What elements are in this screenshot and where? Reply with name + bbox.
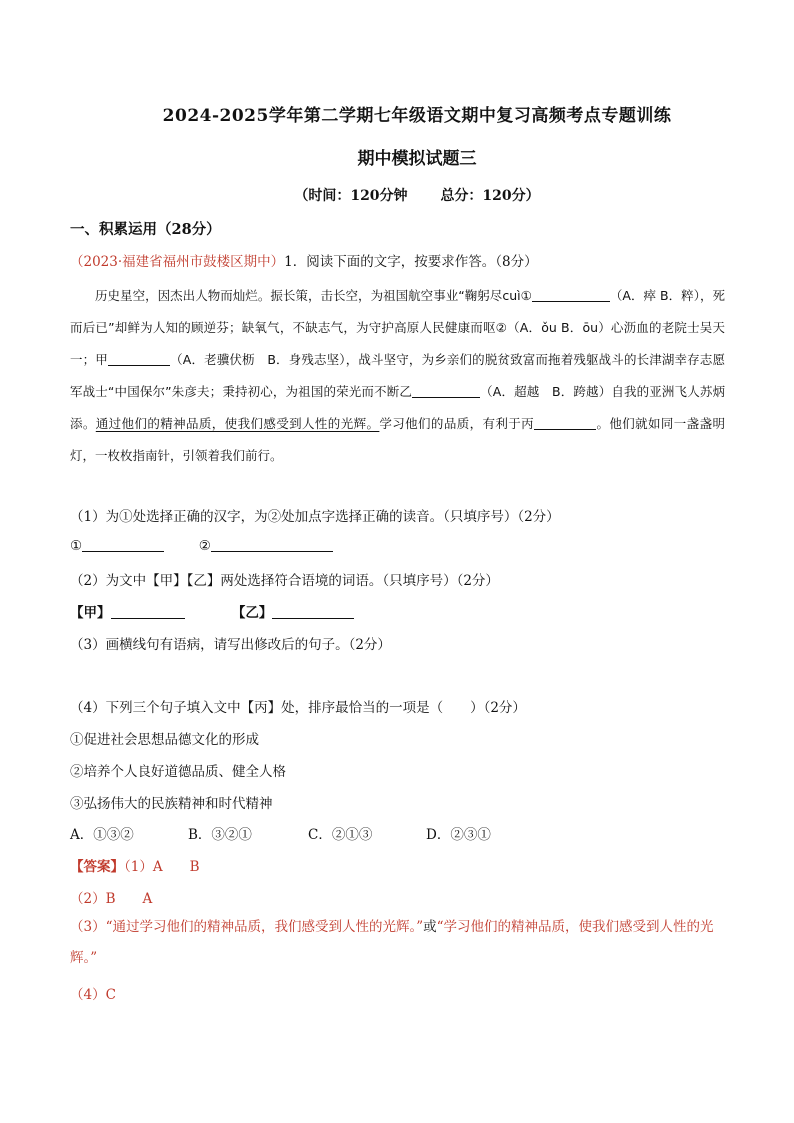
answer-line-2 <box>70 601 354 621</box>
answer-3-option-1: “通过学习他们的精神品质，我们感受到人性的光辉。” <box>105 919 424 935</box>
choice-b: B．③②① <box>188 827 252 843</box>
exam-time: （时间：120分钟 <box>294 188 408 204</box>
choice-a: A．①③② <box>70 827 134 843</box>
sub-question-3: （3）画横线句有语病，请写出修改后的句子。（2分） <box>70 637 391 653</box>
sub-question-1: （1）为①处选择正确的汉字，为②处加点字选择正确的读音。（只填序号）（2分） <box>70 509 560 525</box>
blank-1 <box>532 287 610 302</box>
reading-passage <box>70 280 725 472</box>
blank-answer-1 <box>82 537 164 552</box>
passage-text-1: 历史星空，因杰出人物而灿烂。振长策，击长空，为祖国航空事业“鞠躬尽cuì① <box>95 288 532 303</box>
blank-jia <box>108 351 170 366</box>
choice-row <box>70 823 491 843</box>
exam-meta <box>0 185 794 205</box>
answer-label: 【答案】 <box>70 859 124 875</box>
blank-answer-2 <box>211 537 333 552</box>
answer-3-or: 或 <box>423 919 437 935</box>
mark-yi: 【乙】 <box>231 605 273 621</box>
answer-4: （4）C <box>70 987 116 1003</box>
passage-text-2: （A．瘁 B．粹），死而后已”却鲜为人知的顾逆芬；缺氧气，不缺志气，为守护高原人民健康而呕②（A．ǒu B．ōu）心沥血的老院士吴天一；甲 <box>70 288 725 367</box>
question-1-header <box>70 250 538 270</box>
blank-yi <box>412 383 480 398</box>
answer-3-option-2: “学习他们的精神品质，使我们感受到人性的光辉。” <box>70 919 714 966</box>
mark-1: ① <box>70 538 83 554</box>
answer-3 <box>70 912 725 974</box>
section-heading: 一、积累运用（28分） <box>70 221 221 238</box>
page-subtitle: 期中模拟试题三 <box>357 149 477 169</box>
mark-jia: 【甲】 <box>70 605 111 621</box>
option-line-1: ①促进社会思想品德文化的形成 <box>70 732 259 748</box>
question-prompt: 1．阅读下面的文字，按要求作答。（8分） <box>284 254 538 270</box>
answer-label-line <box>70 855 200 875</box>
passage-text-4: （A．超越 B．跨越）自我的亚洲飞人苏炳添。 <box>70 384 725 431</box>
answer-3-prefix: （3） <box>70 919 106 935</box>
passage-text-6: 。他们就如同一盏盏明灯，一枚枚指南针，引领着我们前行。 <box>70 416 725 463</box>
page-title: 2024-2025学年第二学期七年级语文期中复习高频考点专题训练 <box>162 106 672 126</box>
answer-1: （1）A B <box>124 859 200 875</box>
underlined-sentence: 通过他们的精神品质，使我们感受到人性的光辉。 <box>95 416 380 431</box>
choice-c: C．②①③ <box>308 827 373 843</box>
blank-bing <box>534 415 596 430</box>
option-line-3: ③弘扬伟大的民族精神和时代精神 <box>70 796 273 812</box>
option-line-2: ②培养个人良好道德品质、健全人格 <box>70 764 286 780</box>
mark-2: ② <box>198 538 211 554</box>
sub-question-4: （4）下列三个句子填入文中【丙】处，排序最恰当的一项是（ ）（2分） <box>70 700 526 716</box>
sub-question-2: （2）为文中【甲】【乙】两处选择符合语境的词语。（只填序号）（2分） <box>70 573 499 589</box>
passage-text-5: 学习他们的品质，有利于丙 <box>379 416 535 431</box>
answer-line-1 <box>70 537 333 554</box>
choice-d: D．②③① <box>426 827 491 843</box>
blank-answer-yi <box>272 604 354 619</box>
passage-text-3: （A．老骥伏枥 B．身残志坚），战斗坚守，为乡亲们的脱贫致富而拖着残躯战斗的长津湖幸存志愿军战士“中国保尔”朱彦夫；秉持初心，为祖国的荣光而不断乙 <box>70 352 725 399</box>
blank-answer-jia <box>111 604 185 619</box>
exam-score: 总分：120分） <box>440 188 540 204</box>
question-source: （2023·福建省福州市鼓楼区期中） <box>70 254 285 270</box>
answer-2: （2）B A <box>70 891 153 907</box>
